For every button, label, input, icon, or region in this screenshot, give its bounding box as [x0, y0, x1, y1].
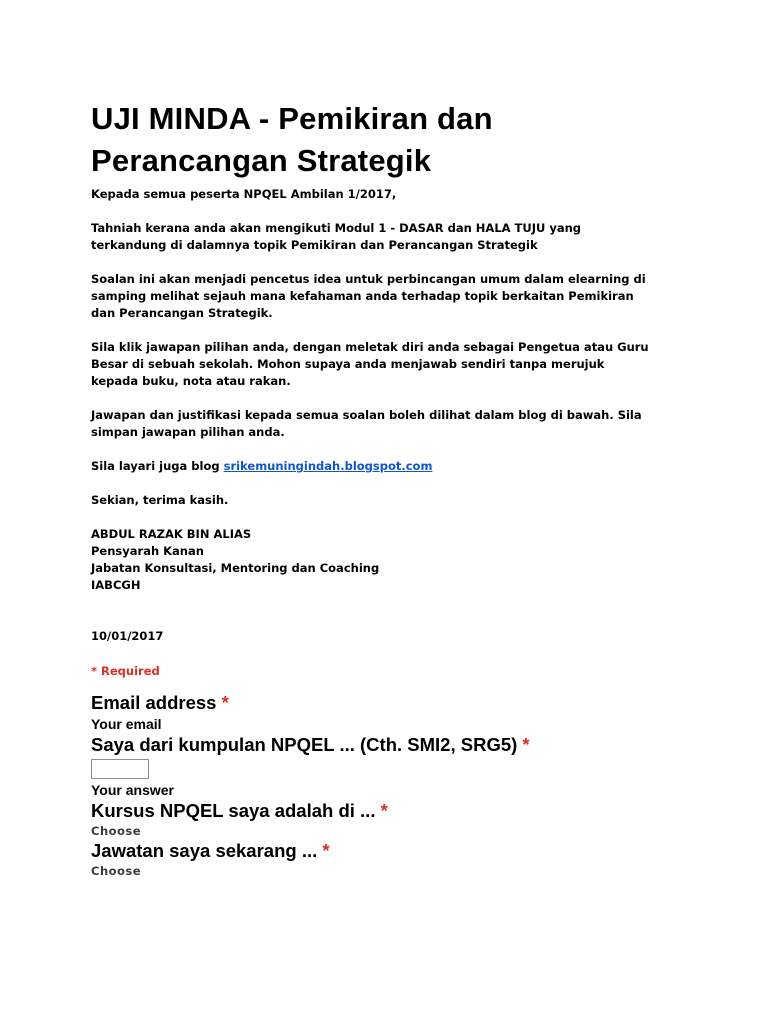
- question-group: [91, 733, 691, 799]
- paragraph-2-line-2: samping melihat sejauh mana kefahaman anda terhadap topik berkaitan Pemikiran: [91, 289, 634, 303]
- question-title-text: Kursus NPQEL saya adalah di ...: [91, 800, 381, 821]
- paragraph-3-line-3: kepada buku, nota atau rakan.: [91, 374, 291, 388]
- signature-department: Jabatan Konsultasi, Mentoring dan Coaching: [91, 561, 380, 575]
- question-position: [91, 839, 691, 879]
- blog-prefix-text: Sila layari juga blog: [91, 459, 224, 473]
- question-title-text: Jawatan saya sekarang ...: [91, 840, 323, 861]
- question-title-text: Email address: [91, 692, 222, 713]
- closing-text: Sekian, terima kasih.: [91, 493, 229, 507]
- email-field[interactable]: Your email: [91, 716, 162, 732]
- signature-organization: IABCGH: [91, 578, 141, 592]
- question-title: [91, 839, 691, 863]
- form-container: [91, 98, 691, 879]
- required-star: *: [221, 692, 229, 713]
- paragraph-4-line-1: Jawapan dan justifikasi kepada semua soalan boleh dilihat dalam blog di bawah. Sila: [91, 408, 642, 422]
- question-title-text: Saya dari kumpulan NPQEL ... (Cth. SMI2, SRG5): [91, 734, 523, 755]
- required-star: *: [322, 840, 330, 861]
- paragraph-2-line-1: Soalan ini akan menjadi pencetus idea untuk perbincangan umum dalam elearning di: [91, 272, 646, 286]
- paragraph-1-line-2: terkandung di dalamnya topik Pemikiran dan Perancangan Strategik: [91, 238, 538, 252]
- paragraph-4-line-2: simpan jawapan pilihan anda.: [91, 425, 285, 439]
- position-dropdown[interactable]: Choose: [91, 864, 142, 878]
- required-star: *: [380, 800, 388, 821]
- blog-line: [91, 458, 691, 475]
- required-star: *: [522, 734, 530, 755]
- signature-name: ABDUL RAZAK BIN ALIAS: [91, 527, 252, 541]
- paragraph-1-line-1: Tahniah kerana anda akan mengikuti Modul 1 - DASAR dan HALA TUJU yang: [91, 221, 582, 235]
- form-description: [91, 186, 691, 645]
- question-course: [91, 799, 691, 839]
- signature-role: Pensyarah Kanan: [91, 544, 204, 558]
- question-title: [91, 733, 691, 757]
- paragraph-3-line-2: Besar di sebuah sekolah. Mohon supaya anda menjawab sendiri tanpa merujuk: [91, 357, 605, 371]
- form-title-line-1: UJI MINDA - Pemikiran dan: [91, 101, 493, 136]
- question-email: [91, 691, 691, 733]
- paragraph-2-line-3: dan Perancangan Strategik.: [91, 306, 273, 320]
- form-title-line-2: Perancangan Strategik: [91, 143, 432, 178]
- question-title: [91, 691, 691, 715]
- required-note: * Required: [91, 664, 160, 678]
- blog-link[interactable]: srikemuningindah.blogspot.com: [223, 459, 433, 473]
- question-title: [91, 799, 691, 823]
- greeting-text: Kepada semua peserta NPQEL Ambilan 1/2017,: [91, 187, 397, 201]
- course-dropdown[interactable]: Choose: [91, 824, 142, 838]
- form-title: [91, 98, 691, 182]
- paragraph-3-line-1: Sila klik jawapan pilihan anda, dengan meletak diri anda sebagai Pengetua atau Guru: [91, 340, 649, 354]
- answer-placeholder-label: Your answer: [91, 782, 174, 798]
- group-answer-input[interactable]: [91, 759, 149, 779]
- form-date: 10/01/2017: [91, 629, 164, 643]
